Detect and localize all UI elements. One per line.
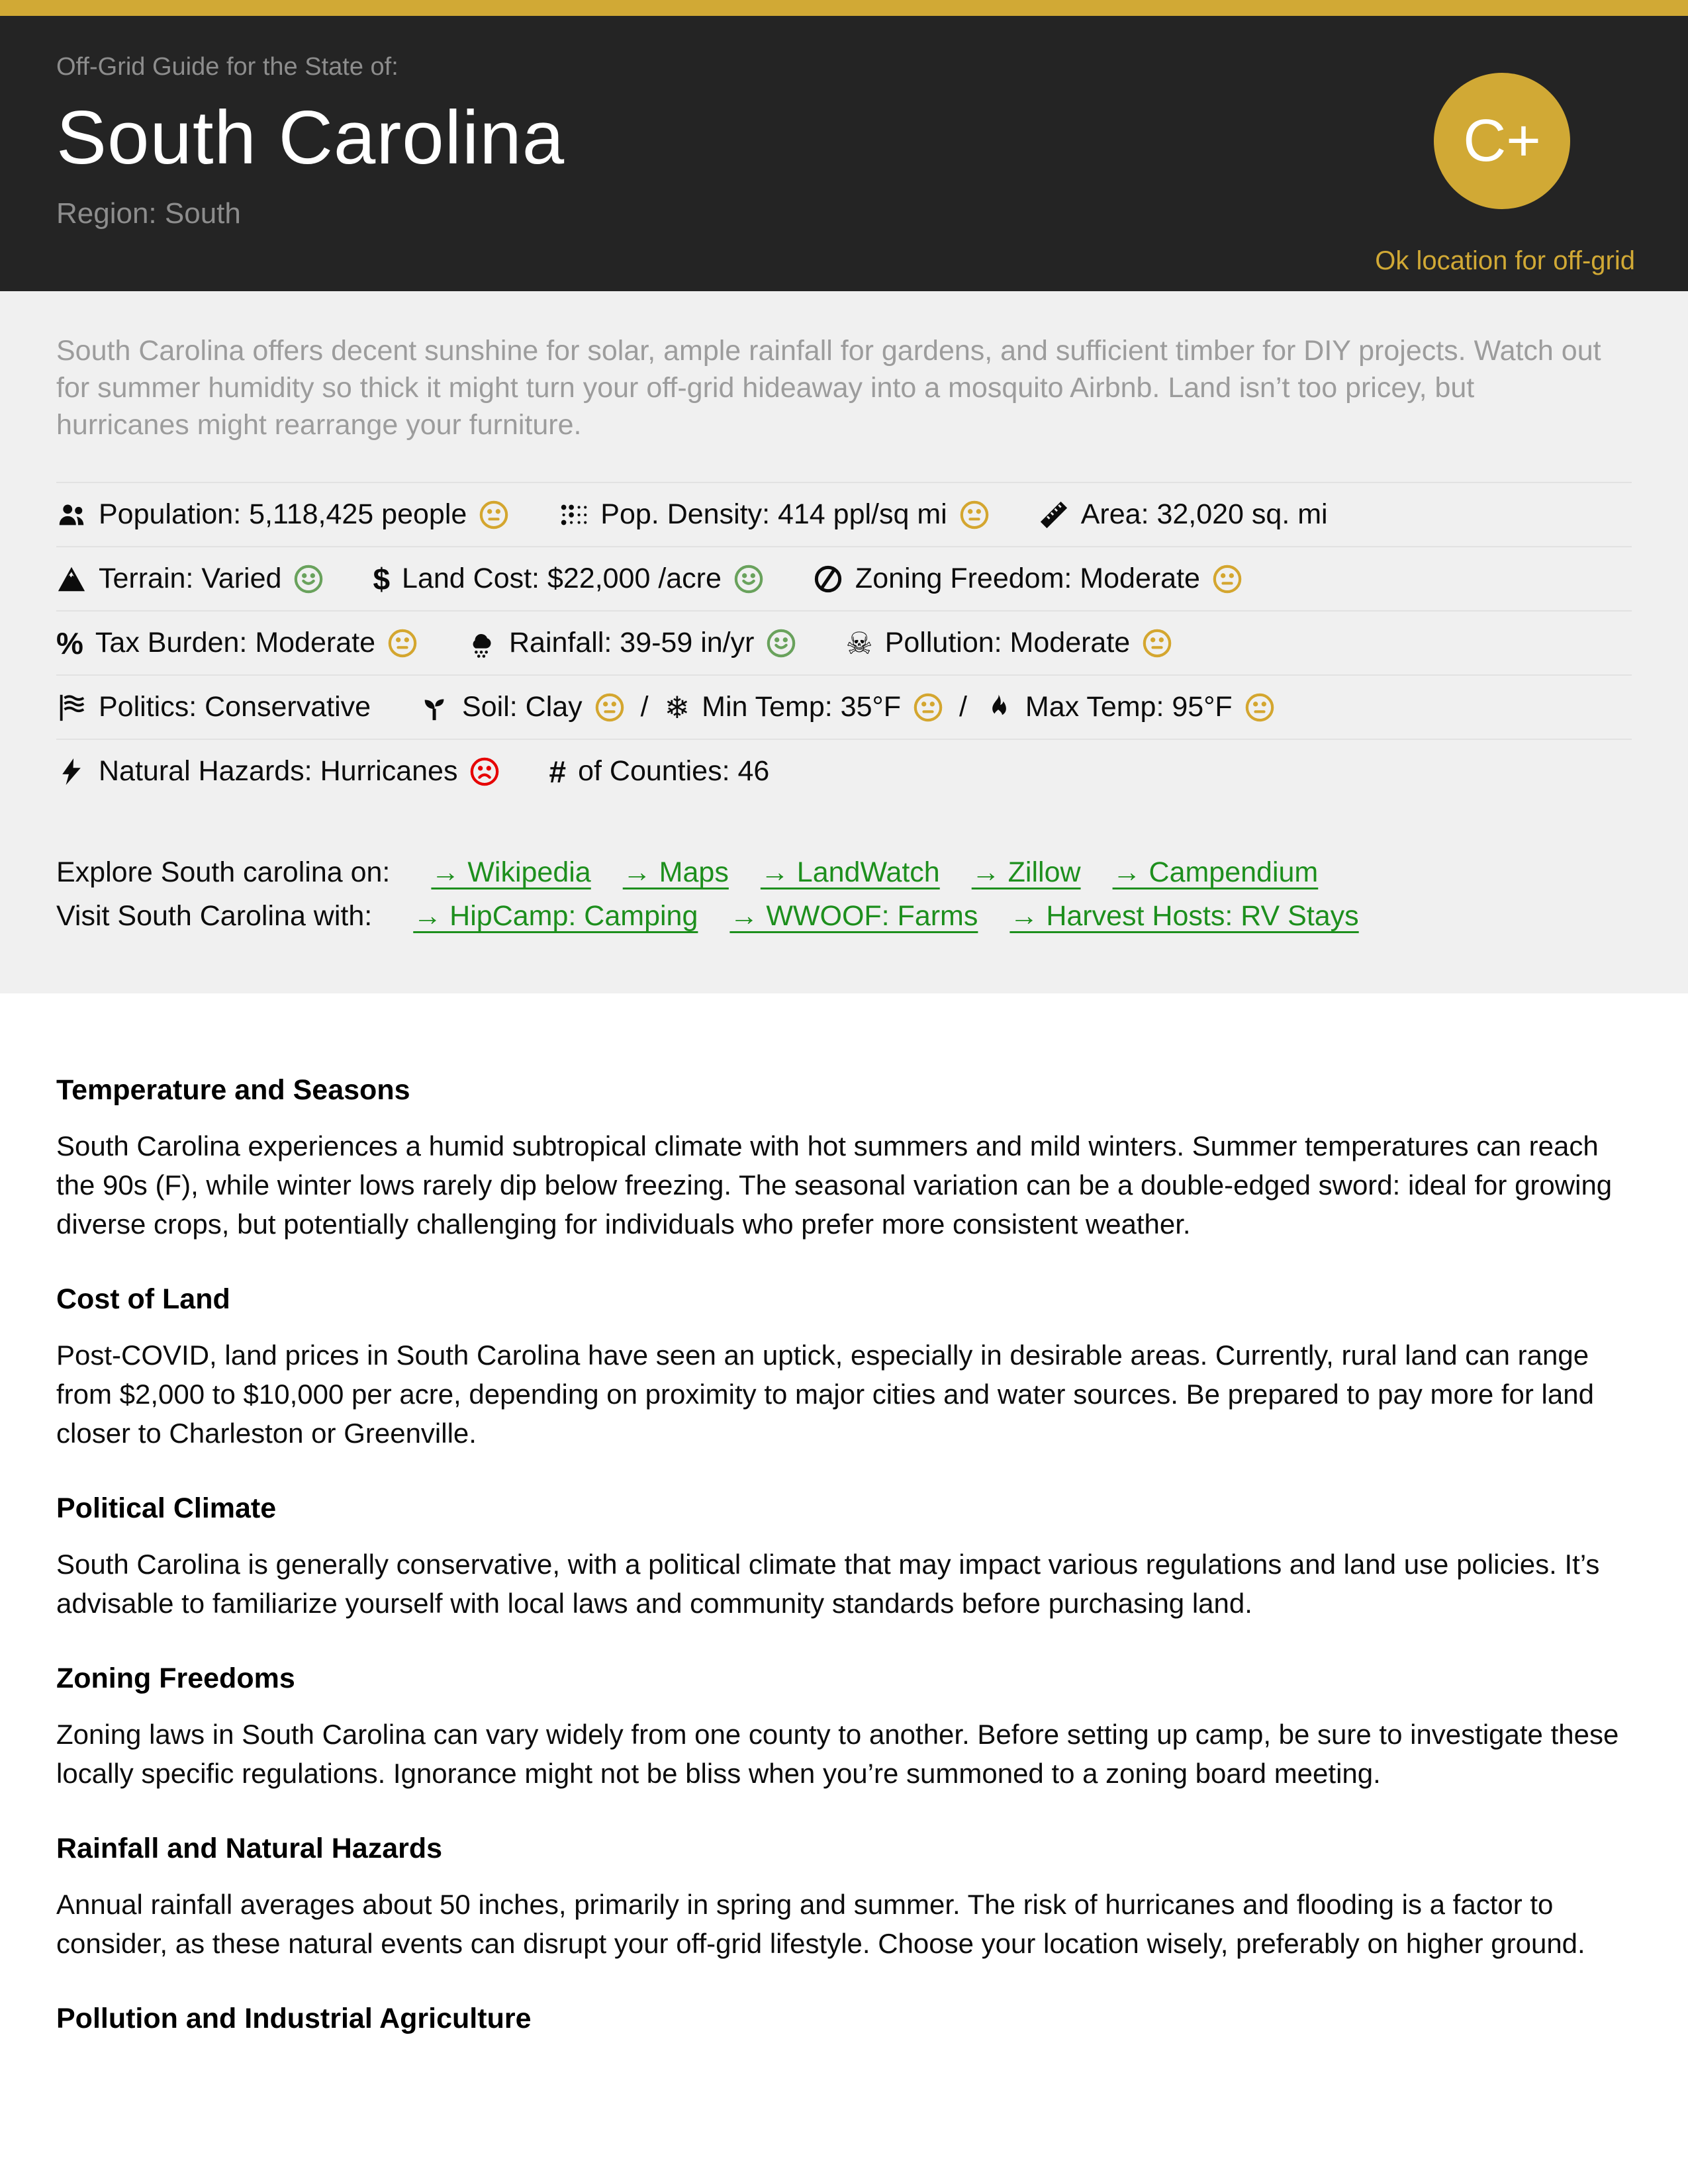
stat-pop-density: [558, 498, 989, 531]
mood-good-face-icon: [733, 564, 764, 594]
stat-zoning-freedom-text: Zoning Freedom: Moderate: [855, 563, 1200, 594]
flag-icon: [56, 692, 87, 723]
stat-pop-density-text: Pop. Density: 414 ppl/sq mi: [600, 498, 947, 530]
terrain-icon: [56, 564, 87, 594]
section-heading-4: Rainfall and Natural Hazards: [56, 1833, 443, 1864]
explore-links-line: [56, 850, 1632, 894]
top-accent-bar: [0, 0, 1688, 16]
percent-icon: %: [56, 625, 83, 660]
rain-cloud-icon: [467, 628, 497, 659]
mood-neutral-face-icon: [479, 500, 509, 530]
stat-soil: [420, 691, 625, 723]
skull-icon: ☠: [845, 625, 873, 660]
mood-neutral-face-icon: [1142, 628, 1172, 659]
stat-separator: /: [640, 691, 649, 723]
hash-icon: #: [549, 754, 567, 789]
seedling-icon: [420, 692, 450, 723]
explore-link-2[interactable]: → LandWatch: [760, 856, 940, 888]
stat-pollution: [845, 627, 1172, 659]
stat-rainfall-text: Rainfall: 39-59 in/yr: [508, 627, 755, 659]
stat-separator: /: [959, 691, 967, 723]
explore-links-label: Explore South carolina on:: [56, 856, 391, 888]
no-entry-icon: [813, 564, 843, 594]
stat-natural-hazards: [56, 755, 500, 788]
snowflake-icon: ❄: [664, 690, 690, 725]
intro-paragraph: South Carolina offers decent sunshine for solar, ample rainfall for gardens, and sufficient timber for DIY projects. Watch out for summer humidity so thick it might turn your off-grid hideaway into a mosquito Airbnb. Land isn’t too pricey, but hurricanes might rearrange your furniture.: [56, 335, 1601, 441]
section-heading-3: Zoning Freedoms: [56, 1662, 295, 1694]
visit-link-0[interactable]: → HipCamp: Camping: [413, 900, 698, 932]
explore-link-1[interactable]: → Maps: [622, 856, 729, 888]
stats-row: [56, 482, 1632, 546]
stat-terrain-text: Terrain: Varied: [99, 563, 282, 594]
mood-bad-face-icon: [469, 756, 500, 787]
stats-table: [56, 482, 1632, 803]
stat-area: [1039, 498, 1328, 531]
stat-population-text: Population: 5,118,425 people: [99, 498, 467, 530]
grade-badge: [1434, 73, 1570, 209]
section-heading-1: Cost of Land: [56, 1283, 230, 1315]
stat-max-temp-text: Max Temp: 95°F: [1025, 691, 1233, 723]
header-kicker: Off-Grid Guide for the State of:: [56, 53, 399, 81]
explore-link-4[interactable]: → Campendium: [1112, 856, 1319, 888]
stats-row: [56, 610, 1632, 674]
visit-links-label: Visit South Carolina with:: [56, 900, 373, 932]
header-region: Region: South: [56, 197, 241, 230]
dollar-icon: $: [373, 561, 391, 596]
stat-counties: [549, 755, 769, 788]
stat-counties-text: of Counties: 46: [578, 755, 770, 787]
visit-link-2[interactable]: → Harvest Hosts: RV Stays: [1009, 900, 1359, 932]
stat-min-temp-text: Min Temp: 35°F: [702, 691, 901, 723]
section-paragraph-1: Post-COVID, land prices in South Carolina have seen an uptick, especially in desirable areas. Currently, rural land can range from $2,000 to $10,000 per acre, depending on proximity to major cities and water sources. Be prepared to pay more for land closer to Charleston or Greenville.: [56, 1340, 1594, 1449]
section-heading-2: Political Climate: [56, 1492, 277, 1524]
stats-row: [56, 546, 1632, 610]
stat-politics: [56, 691, 371, 723]
grade-text: C+: [1463, 107, 1541, 174]
mood-neutral-face-icon: [959, 500, 990, 530]
explore-link-3[interactable]: → Zillow: [971, 856, 1081, 888]
stat-land-cost-text: Land Cost: $22,000 /acre: [402, 563, 722, 594]
stats-row: [56, 739, 1632, 803]
mood-neutral-face-icon: [913, 692, 943, 723]
stat-tax-burden: [56, 627, 418, 659]
visit-links-line: [56, 894, 1632, 938]
summary-section: [0, 291, 1688, 993]
section-heading-0: Temperature and Seasons: [56, 1074, 410, 1106]
header: [0, 16, 1688, 291]
mood-neutral-face-icon: [1212, 564, 1243, 594]
stat-max-temp: [983, 691, 1275, 723]
section-paragraph-2: South Carolina is generally conservative, with a political climate that may impact various regulations and land use policies. It’s advisable to familiarize yourself with local laws and community standards before purchasing land.: [56, 1549, 1600, 1619]
stat-rainfall: [467, 627, 796, 659]
section-heading-5: Pollution and Industrial Agriculture: [56, 2003, 532, 2034]
stat-natural-hazards-text: Natural Hazards: Hurricanes: [99, 755, 458, 787]
stat-tax-burden-text: Tax Burden: Moderate: [95, 627, 375, 659]
article-body: [0, 993, 1688, 2035]
stat-politics-text: Politics: Conservative: [99, 691, 371, 723]
mood-neutral-face-icon: [387, 628, 418, 659]
stat-population: [56, 498, 509, 531]
mood-good-face-icon: [766, 628, 796, 659]
mood-neutral-face-icon: [1244, 692, 1275, 723]
stat-zoning-freedom: [813, 563, 1243, 595]
mood-good-face-icon: [293, 564, 324, 594]
area-icon: [1039, 500, 1069, 530]
lightning-icon: [56, 756, 87, 787]
stats-row: [56, 674, 1632, 739]
section-paragraph-0: South Carolina experiences a humid subtropical climate with hot summers and mild winters. Summer temperatures can reach the 90s (F), while winter lows rarely dip below freezing. The seasonal variation can be a double-edged sword: ideal for growing diverse crops, but potentially challenging for individuals who prefer more consistent weather.: [56, 1130, 1613, 1240]
grade-caption: Ok location for off-grid: [1375, 246, 1635, 275]
mood-neutral-face-icon: [594, 692, 625, 723]
flame-icon: [983, 692, 1013, 723]
stat-min-temp: [665, 691, 943, 723]
page-title: South Carolina: [56, 96, 565, 180]
population-icon: [56, 500, 87, 530]
section-paragraph-3: Zoning laws in South Carolina can vary widely from one county to another. Before setting up camp, be sure to investigate these locally specific regulations. Ignorance might not be bliss when you’re summoned to a zoning board meeting.: [56, 1719, 1619, 1789]
stat-pollution-text: Pollution: Moderate: [884, 627, 1131, 659]
stat-area-text: Area: 32,020 sq. mi: [1080, 498, 1328, 530]
section-paragraph-4: Annual rainfall averages about 50 inches, primarily in spring and summer. The risk of hurricanes and flooding is a factor to consider, as these natural events can disrupt your off-grid lifestyle. Choose your location wisely, preferably on higher ground.: [56, 1889, 1585, 1959]
visit-link-1[interactable]: → WWOOF: Farms: [729, 900, 978, 932]
stat-land-cost: [373, 563, 763, 595]
stat-soil-text: Soil: Clay: [462, 691, 583, 723]
stat-terrain: [56, 563, 324, 595]
explore-link-0[interactable]: → Wikipedia: [431, 856, 591, 888]
density-icon: [558, 500, 588, 530]
links-block: [56, 850, 1632, 938]
